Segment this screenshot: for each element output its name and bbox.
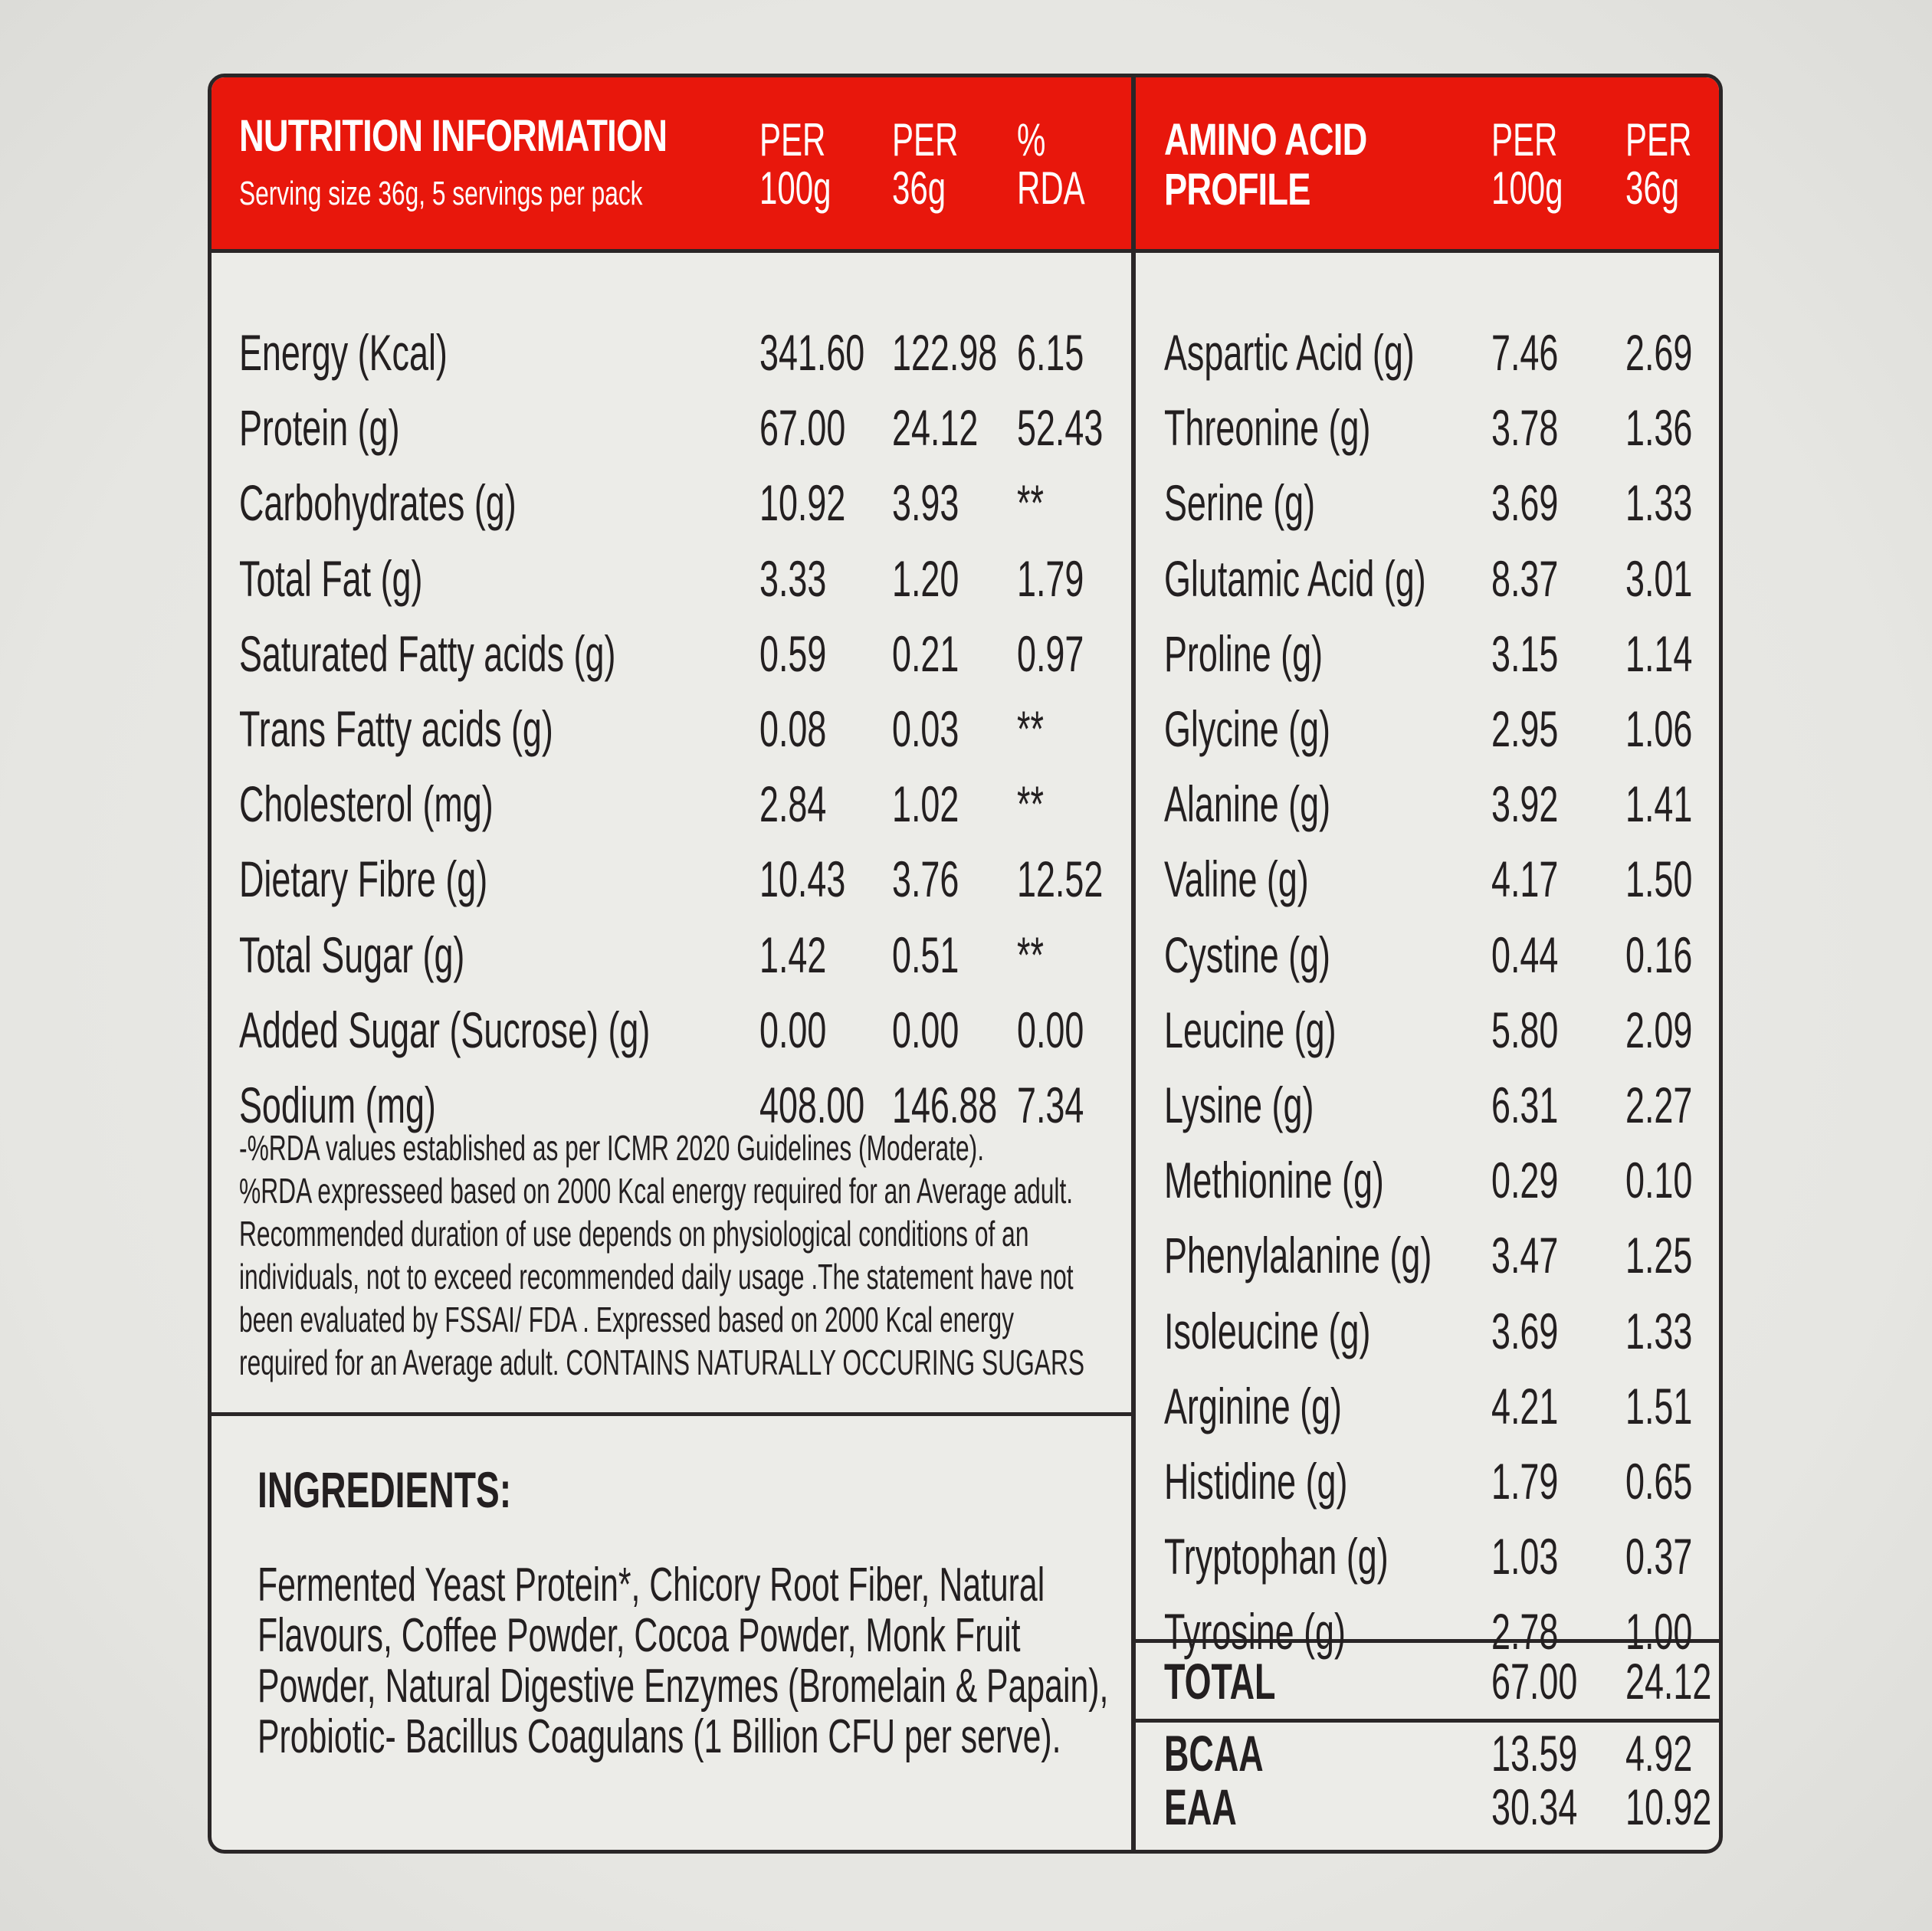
nutrition-rda: ** xyxy=(1017,474,1044,532)
eaa-per36: 10.92 xyxy=(1625,1779,1712,1835)
amino-per36: 2.69 xyxy=(1625,324,1693,381)
col-header-line: % xyxy=(1017,114,1046,166)
note-line: -%RDA values established as per ICMR 2020 Guidelines (Moderate). xyxy=(239,1128,985,1168)
col-header-line: 100g xyxy=(1491,162,1563,214)
amino-row xyxy=(212,616,1723,691)
amino-per36: 1.00 xyxy=(1625,1603,1693,1661)
amino-row xyxy=(212,992,1723,1067)
nutrition-per36: 1.02 xyxy=(892,775,959,833)
col-header-line: 100g xyxy=(759,162,832,214)
nutrition-per100: 2.84 xyxy=(759,775,827,833)
col-header-line: 36g xyxy=(892,162,946,214)
nutrition-name: Cholesterol (mg) xyxy=(239,775,494,833)
nutrition-per100: 0.08 xyxy=(759,700,827,757)
nutrition-per100: 408.00 xyxy=(759,1077,865,1133)
amino-name: Histidine (g) xyxy=(1164,1453,1348,1510)
amino-name: Serine (g) xyxy=(1164,474,1316,532)
ingredients-title: INGREDIENTS: xyxy=(257,1461,512,1518)
amino-row xyxy=(212,691,1723,766)
nutrition-per36: 0.21 xyxy=(892,625,959,682)
amino-per36: 1.25 xyxy=(1625,1227,1693,1284)
nutrition-name: Energy (Kcal) xyxy=(239,324,448,381)
amino-per36: 0.10 xyxy=(1625,1152,1693,1209)
amino-name: Threonine (g) xyxy=(1164,399,1371,457)
nutrition-rda: 1.79 xyxy=(1017,549,1084,607)
nutrition-rda: ** xyxy=(1017,700,1044,757)
amino-name: Tyrosine (g) xyxy=(1164,1603,1346,1661)
amino-name: Methionine (g) xyxy=(1164,1152,1384,1209)
amino-name: Leucine (g) xyxy=(1164,1001,1337,1058)
amino-per36: 1.33 xyxy=(1625,474,1693,532)
nutrition-per36: 146.88 xyxy=(892,1077,998,1133)
nutrition-rda: ** xyxy=(1017,926,1044,983)
amino-name: Glycine (g) xyxy=(1164,700,1330,757)
amino-per100: 6.31 xyxy=(1491,1077,1559,1133)
amino-name: Valine (g) xyxy=(1164,851,1309,908)
total-label: TOTAL xyxy=(1164,1653,1276,1710)
amino-row xyxy=(212,1218,1723,1293)
amino-name: Phenylalanine (g) xyxy=(1164,1227,1432,1284)
amino-name: Tryptophan (g) xyxy=(1164,1528,1389,1585)
nutrition-name: Protein (g) xyxy=(239,399,400,457)
nutrition-name: Dietary Fibre (g) xyxy=(239,851,488,908)
col-header-line: PER xyxy=(1491,114,1558,166)
nutrition-name: Trans Fatty acids (g) xyxy=(239,700,553,757)
nutrition-rda: 6.15 xyxy=(1017,324,1084,381)
eaa-row xyxy=(212,1780,1723,1834)
amino-per100: 1.79 xyxy=(1491,1453,1559,1510)
ingredients-line: Flavours, Coffee Powder, Cocoa Powder, Monk Fruit xyxy=(257,1609,1021,1662)
col-header-per36 xyxy=(892,116,958,212)
amino-row xyxy=(212,1143,1723,1218)
amino-row xyxy=(212,917,1723,992)
bcaa-row xyxy=(212,1726,1723,1780)
col-header-line: PER xyxy=(759,114,826,166)
amino-name: Alanine (g) xyxy=(1164,775,1331,833)
nutrition-name: Total Sugar (g) xyxy=(239,926,465,983)
note-line: required for an Average adult. CONTAINS NATURALLY OCCURING SUGARS xyxy=(239,1343,1085,1382)
amino-row xyxy=(212,841,1723,916)
nutrition-per36: 0.51 xyxy=(892,926,959,983)
amino-name: Lysine (g) xyxy=(1164,1077,1314,1133)
amino-per100: 4.17 xyxy=(1491,851,1559,908)
amino-row xyxy=(212,465,1723,540)
amino-row xyxy=(212,541,1723,616)
amino-name: Isoleucine (g) xyxy=(1164,1302,1371,1359)
eaa-per100: 30.34 xyxy=(1491,1779,1578,1835)
nutrition-per100: 10.92 xyxy=(759,474,846,532)
amino-col-header-per36 xyxy=(1625,116,1691,212)
amino-row xyxy=(212,1369,1723,1444)
nutrition-name: Added Sugar (Sucrose) (g) xyxy=(239,1001,651,1058)
amino-per100: 3.47 xyxy=(1491,1227,1559,1284)
amino-name: Arginine (g) xyxy=(1164,1377,1342,1434)
amino-per36: 0.37 xyxy=(1625,1528,1693,1585)
amino-per100: 2.95 xyxy=(1491,700,1559,757)
nutrition-rda: 0.97 xyxy=(1017,625,1084,682)
nutrition-per100: 341.60 xyxy=(759,324,865,381)
nutrition-per36: 0.03 xyxy=(892,700,959,757)
total-divider-bottom xyxy=(1131,1719,1719,1723)
nutrition-name: Sodium (mg) xyxy=(239,1077,436,1133)
amino-row xyxy=(212,1444,1723,1519)
amino-per36: 2.27 xyxy=(1625,1077,1693,1133)
nutrition-rda: ** xyxy=(1017,775,1044,833)
amino-per100: 8.37 xyxy=(1491,549,1559,607)
amino-row xyxy=(212,766,1723,841)
col-header-line: PER xyxy=(1625,114,1692,166)
nutrition-rda: 7.34 xyxy=(1017,1077,1084,1133)
ingredients-line: Fermented Yeast Protein*, Chicory Root Fiber, Natural xyxy=(257,1559,1045,1611)
bcaa-label: BCAA xyxy=(1164,1725,1264,1782)
amino-per100: 0.44 xyxy=(1491,926,1559,983)
amino-per36: 1.50 xyxy=(1625,851,1693,908)
nutrition-rda: 12.52 xyxy=(1017,851,1104,908)
nutrition-rda: 0.00 xyxy=(1017,1001,1084,1058)
col-header-per100 xyxy=(759,116,831,212)
amino-per100: 5.80 xyxy=(1491,1001,1559,1058)
amino-per100: 4.21 xyxy=(1491,1377,1559,1434)
serving-info: Serving size 36g, 5 servings per pack xyxy=(239,175,643,212)
amino-name: Glutamic Acid (g) xyxy=(1164,549,1426,607)
amino-per100: 7.46 xyxy=(1491,324,1559,381)
amino-per36: 1.41 xyxy=(1625,775,1693,833)
amino-per100: 0.29 xyxy=(1491,1152,1559,1209)
total-per100: 67.00 xyxy=(1491,1653,1578,1710)
label-header xyxy=(212,77,1719,253)
nutrition-rda: 52.43 xyxy=(1017,399,1104,457)
amino-per100: 3.92 xyxy=(1491,775,1559,833)
nutrition-per100: 0.00 xyxy=(759,1001,827,1058)
amino-row xyxy=(212,390,1723,465)
nutrition-per36: 3.76 xyxy=(892,851,959,908)
nutrition-per100: 1.42 xyxy=(759,926,827,983)
amino-name: Cystine (g) xyxy=(1164,926,1330,983)
amino-per36: 1.51 xyxy=(1625,1377,1693,1434)
nutrition-per36: 3.93 xyxy=(892,474,959,532)
note-line: individuals, not to exceed recommended daily usage .The statement have not xyxy=(239,1257,1074,1297)
ingredients-line: Powder, Natural Digestive Enzymes (Bromelain & Papain), xyxy=(257,1660,1109,1713)
amino-per100: 1.03 xyxy=(1491,1528,1559,1585)
amino-row xyxy=(212,1067,1723,1143)
col-header-line: RDA xyxy=(1017,162,1085,214)
amino-per100: 3.15 xyxy=(1491,625,1559,682)
amino-name: Proline (g) xyxy=(1164,625,1324,682)
amino-col-header-per100 xyxy=(1491,116,1563,212)
amino-per100: 3.69 xyxy=(1491,1302,1559,1359)
amino-per36: 2.09 xyxy=(1625,1001,1693,1058)
amino-per100: 3.69 xyxy=(1491,474,1559,532)
nutrition-title: NUTRITION INFORMATION xyxy=(239,111,668,161)
bcaa-per100: 13.59 xyxy=(1491,1725,1578,1782)
note-line: Recommended duration of use depends on physiological conditions of an xyxy=(239,1214,1029,1254)
bcaa-per36: 4.92 xyxy=(1625,1725,1693,1782)
amino-title xyxy=(1164,116,1366,215)
amino-row xyxy=(212,1293,1723,1369)
amino-title-line: PROFILE xyxy=(1164,164,1310,215)
amino-per100: 2.78 xyxy=(1491,1603,1559,1661)
amino-per36: 1.06 xyxy=(1625,700,1693,757)
nutrition-per100: 67.00 xyxy=(759,399,846,457)
nutrition-per36: 1.20 xyxy=(892,549,959,607)
nutrition-name: Total Fat (g) xyxy=(239,549,423,607)
nutrition-per36: 0.00 xyxy=(892,1001,959,1058)
nutrition-name: Saturated Fatty acids (g) xyxy=(239,625,616,682)
nutrition-per100: 10.43 xyxy=(759,851,846,908)
amino-per36: 1.36 xyxy=(1625,399,1693,457)
amino-per36: 1.33 xyxy=(1625,1302,1693,1359)
nutrition-per36: 24.12 xyxy=(892,399,979,457)
col-header-line: PER xyxy=(892,114,959,166)
eaa-label: EAA xyxy=(1164,1779,1237,1835)
amino-title-line: AMINO ACID xyxy=(1164,115,1367,165)
amino-name: Aspartic Acid (g) xyxy=(1164,324,1415,381)
nutrition-per36: 122.98 xyxy=(892,324,998,381)
amino-per36: 3.01 xyxy=(1625,549,1693,607)
amino-per100: 3.78 xyxy=(1491,399,1559,457)
nutrition-per100: 0.59 xyxy=(759,625,827,682)
note-line: %RDA expresseed based on 2000 Kcal energy required for an Average adult. xyxy=(239,1171,1074,1211)
amino-per36: 0.16 xyxy=(1625,926,1693,983)
total-per36: 24.12 xyxy=(1625,1653,1712,1710)
nutrition-label xyxy=(208,74,1723,1854)
amino-row xyxy=(212,1519,1723,1594)
amino-per36: 1.14 xyxy=(1625,625,1693,682)
amino-per36: 0.65 xyxy=(1625,1453,1693,1510)
col-header-line: 36g xyxy=(1625,162,1680,214)
nutrition-per100: 3.33 xyxy=(759,549,827,607)
nutrition-name: Carbohydrates (g) xyxy=(239,474,517,532)
amino-row xyxy=(212,315,1723,390)
col-header-rda xyxy=(1017,116,1085,212)
note-line: been evaluated by FSSAI/ FDA . Expressed based on 2000 Kcal energy xyxy=(239,1300,1015,1339)
amino-total-row xyxy=(212,1644,1723,1719)
ingredients-line: Probiotic- Bacillus Coagulans (1 Billion CFU per serve). xyxy=(257,1710,1061,1763)
